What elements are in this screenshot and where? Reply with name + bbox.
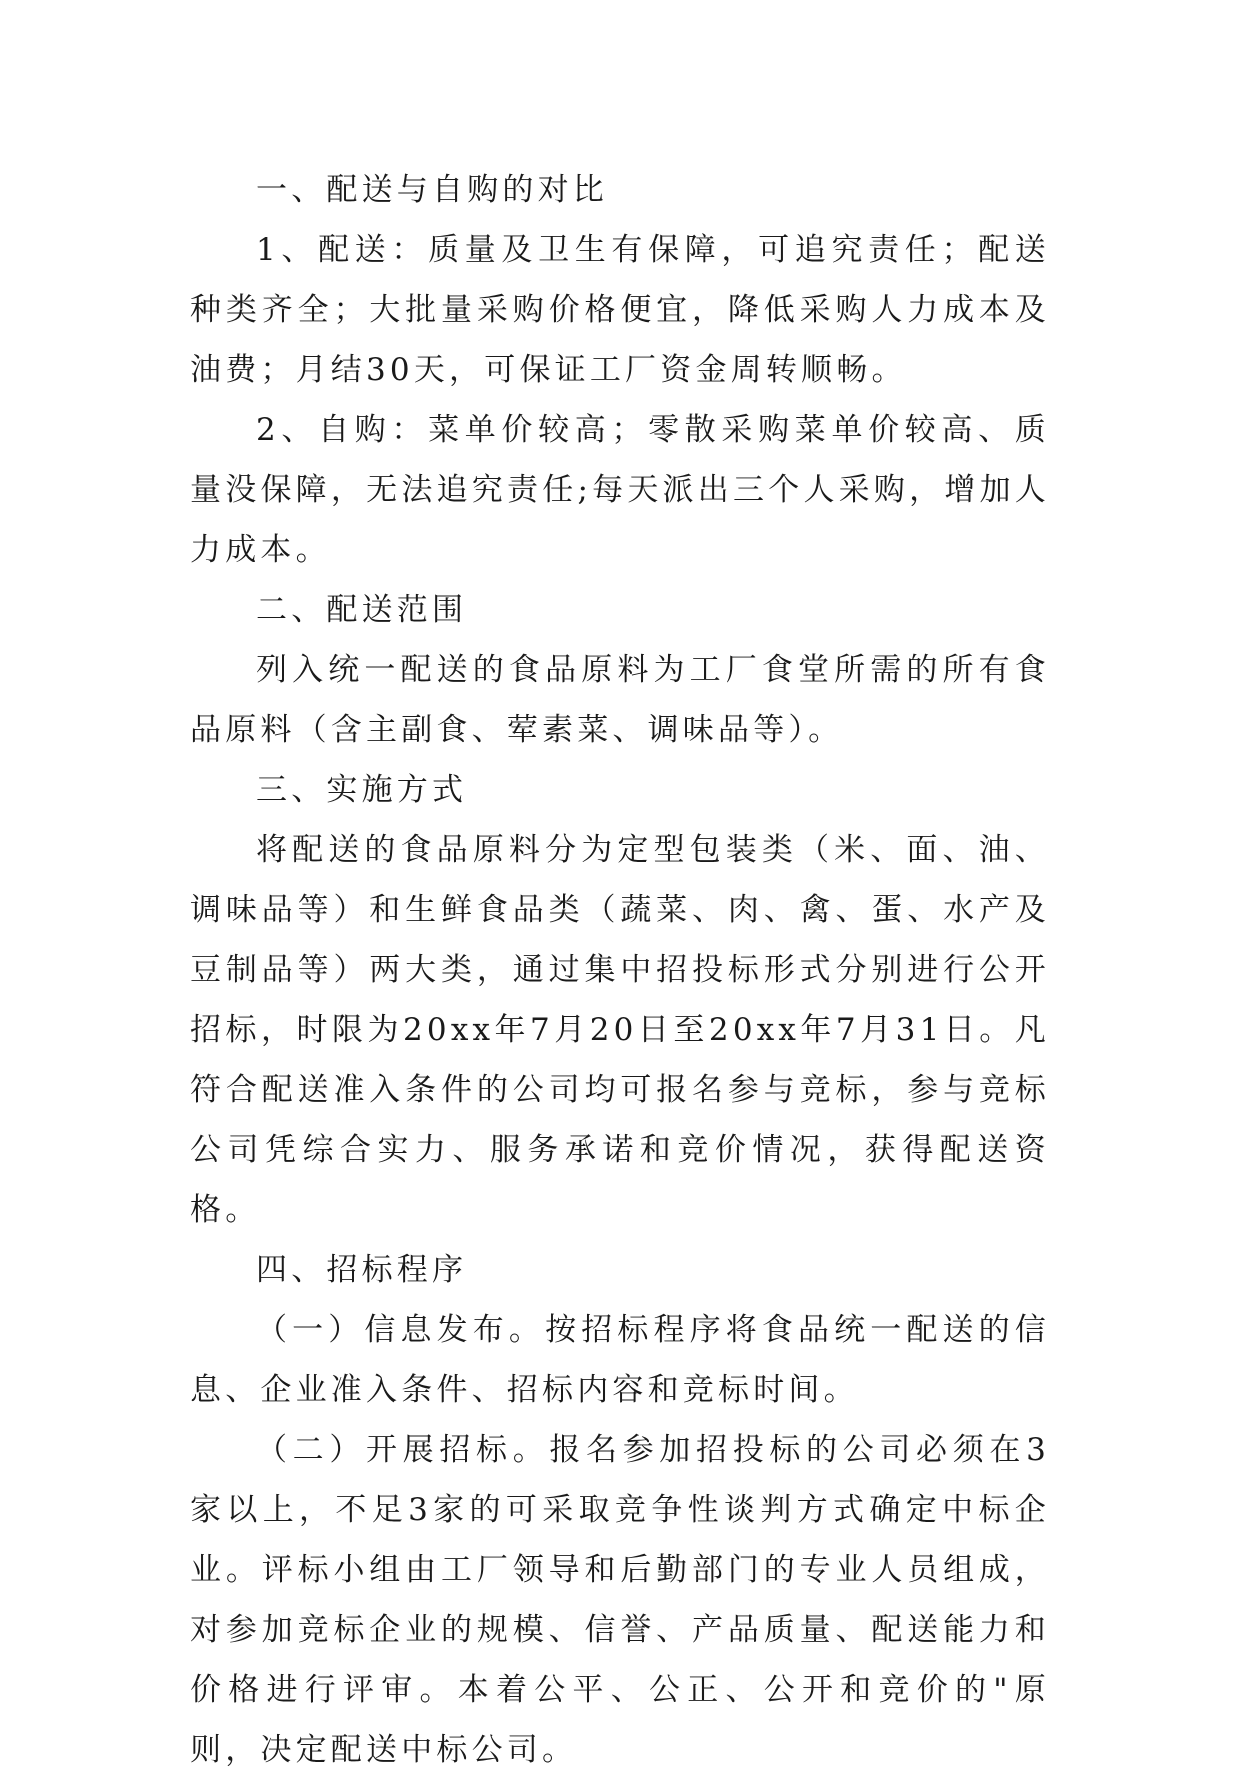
paragraph-implementation: 将配送的食品原料分为定型包装类（米、面、油、调味品等）和生鲜食品类（蔬菜、肉、禽、蛋、水产及豆制品等）两大类，通过集中招投标形式分别进行公开招标，时限为20xx年7月20日至20xx年7月31日。凡符合配送准入条件的公司均可报名参与竞标，参与竞标公司凭综合实力、服务承诺和竞价情况，获得配送资格。 bbox=[190, 832, 1050, 1228]
paragraph-self-purchase-disadvantages: 2、自购：菜单价较高；零散采购菜单价较高、质量没保障，无法追究责任;每天派出三个人采购，增加人力成本。 bbox=[190, 412, 1050, 568]
section-heading-1: 一、配送与自购的对比 bbox=[256, 172, 608, 208]
paragraph-bidding: （二）开展招标。报名参加招投标的公司必须在3家以上，不足3家的可采取竞争性谈判方式确定中标企业。评标小组由工厂领导和后勤部门的专业人员组成，对参加竞标企业的规模、信誉、产品质量、配送能力和价格进行评审。本着公平、公正、公开和竞价的"原则，决定配送中标公司。 bbox=[190, 1432, 1050, 1768]
section-heading-4: 四、招标程序 bbox=[256, 1252, 468, 1288]
section-heading-2: 二、配送范围 bbox=[256, 592, 468, 628]
paragraph-delivery-scope: 列入统一配送的食品原料为工厂食堂所需的所有食品原料（含主副食、荤素菜、调味品等）。 bbox=[190, 652, 1050, 748]
document-page bbox=[190, 160, 1050, 1780]
section-heading-3: 三、实施方式 bbox=[256, 772, 468, 808]
paragraph-delivery-advantages: 1、配送：质量及卫生有保障，可追究责任；配送种类齐全；大批量采购价格便宜，降低采购人力成本及油费；月结30天，可保证工厂资金周转顺畅。 bbox=[190, 232, 1050, 388]
paragraph-info-release: （一）信息发布。按招标程序将食品统一配送的信息、企业准入条件、招标内容和竞标时间。 bbox=[190, 1312, 1050, 1408]
